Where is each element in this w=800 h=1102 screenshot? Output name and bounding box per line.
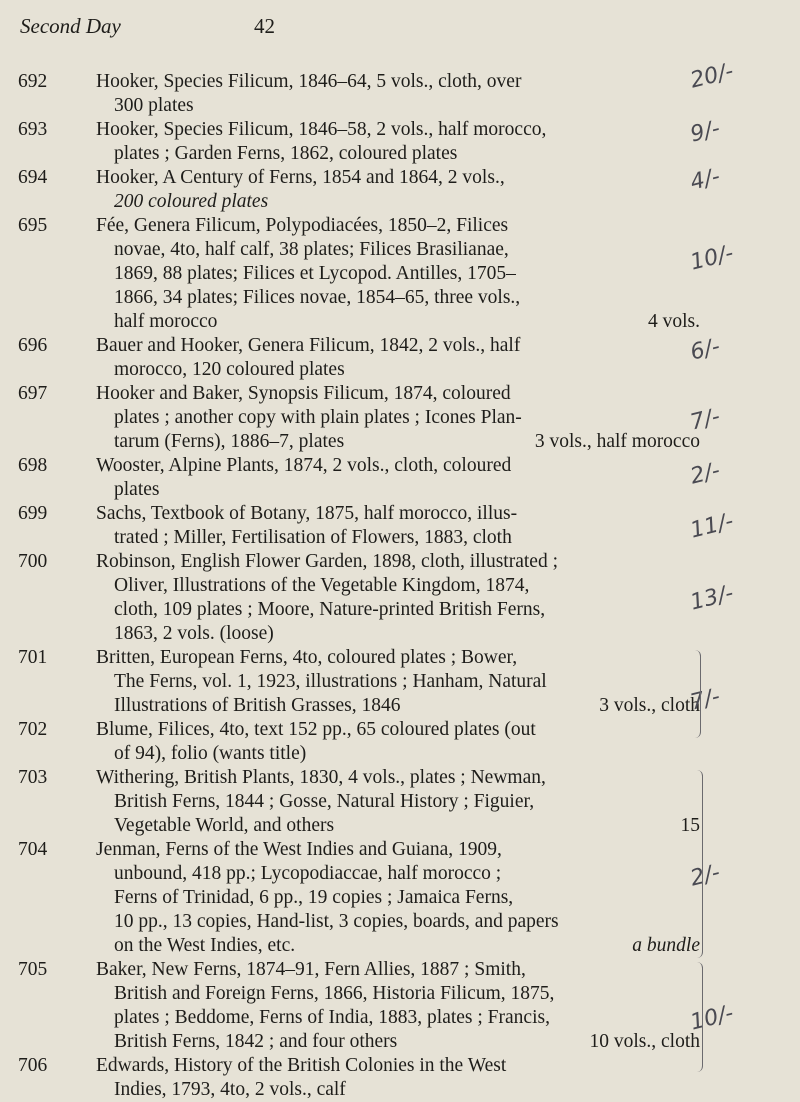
lot-entry	[96, 1054, 700, 1102]
entry-line	[96, 694, 700, 718]
entry-line	[96, 166, 700, 190]
entry-line	[96, 142, 700, 166]
entry-line	[96, 838, 700, 862]
lot-number: 703	[18, 767, 48, 788]
entry-line	[96, 934, 700, 958]
entry-line	[96, 670, 700, 694]
handwritten-price: 4/-	[687, 164, 723, 196]
entry-line	[96, 190, 700, 214]
entry-line	[96, 310, 700, 334]
entry-line	[96, 862, 700, 886]
entry-line	[96, 646, 700, 670]
entry-line	[96, 262, 700, 286]
entry-text: Sachs, Textbook of Botany, 1875, half morocco, illus-	[96, 503, 518, 524]
entry-text: Oliver, Illustrations of the Vegetable Kingdom, 1874,	[114, 575, 530, 596]
entry-text: 200 coloured plates	[114, 191, 269, 212]
entry-text: Indies, 1793, 4to, 2 vols., calf	[114, 1079, 346, 1100]
lot-number: 700	[18, 551, 48, 572]
lot-entry	[96, 646, 700, 718]
entry-quantity: 15	[680, 815, 700, 836]
lot-entry	[96, 382, 700, 454]
entry-text: trated ; Miller, Fertilisation of Flowers, 1883, cloth	[114, 527, 512, 548]
handwritten-price: 7/-	[687, 684, 723, 716]
lot-entry	[96, 766, 700, 838]
entry-text: 10 pp., 13 copies, Hand-list, 3 copies, boards, and papers	[114, 911, 559, 932]
entry-quantity: 4 vols.	[647, 311, 700, 332]
bracket-705-706	[692, 962, 703, 1072]
lot-entry	[96, 718, 700, 766]
entry-quantity: 3 vols., cloth	[599, 695, 700, 716]
entry-text: 1866, 34 plates; Filices novae, 1854–65, three vols.,	[114, 287, 521, 308]
lot-entry	[96, 166, 700, 214]
entry-text: on the West Indies, etc.	[114, 935, 296, 956]
entry-line	[96, 742, 700, 766]
entry-line	[96, 502, 700, 526]
entry-text: Hooker and Baker, Synopsis Filicum, 1874, coloured	[96, 383, 511, 404]
entry-text: Hooker, Species Filicum, 1846–58, 2 vols., half morocco,	[96, 119, 547, 140]
entry-line	[96, 1054, 700, 1078]
lot-number: 705	[18, 959, 48, 980]
entry-line	[96, 382, 700, 406]
lot-number: 692	[18, 71, 48, 92]
entry-line	[96, 574, 700, 598]
entry-text: Illustrations of British Grasses, 1846	[114, 695, 401, 716]
entry-text: Baker, New Ferns, 1874–91, Fern Allies, 1887 ; Smith,	[96, 959, 526, 980]
entry-text: unbound, 418 pp.; Lycopodiaccae, half morocco ;	[114, 863, 502, 884]
entry-text: 1869, 88 plates; Filices et Lycopod. Antilles, 1705–	[114, 263, 516, 284]
entry-text: of 94), folio (wants title)	[114, 743, 307, 764]
lot-number: 701	[18, 647, 48, 668]
handwritten-price: 2/-	[687, 860, 723, 892]
entry-line	[96, 526, 700, 550]
entry-text: half morocco	[114, 311, 218, 332]
entry-text: Bauer and Hooker, Genera Filicum, 1842, 2 vols., half	[96, 335, 521, 356]
entry-text: morocco, 120 coloured plates	[114, 359, 345, 380]
entry-line	[96, 550, 700, 574]
entry-line	[96, 958, 700, 982]
entry-line	[96, 622, 700, 646]
entry-text: tarum (Ferns), 1886–7, plates	[114, 431, 345, 452]
lot-entry	[96, 838, 700, 958]
entry-text: British and Foreign Ferns, 1866, Historia Filicum, 1875,	[114, 983, 555, 1004]
entry-line	[96, 286, 700, 310]
lot-number: 697	[18, 383, 48, 404]
handwritten-price: 13/-	[687, 580, 737, 616]
entry-text: Hooker, Species Filicum, 1846–64, 5 vols., cloth, over	[96, 71, 522, 92]
lot-entry	[96, 454, 700, 502]
lot-entry	[96, 70, 700, 118]
entry-text: British Ferns, 1842 ; and four others	[114, 1031, 398, 1052]
entry-line	[96, 886, 700, 910]
lot-number: 702	[18, 719, 48, 740]
entry-text: plates	[114, 479, 160, 500]
entry-line	[96, 70, 700, 94]
entry-text: cloth, 109 plates ; Moore, Nature-printed British Ferns,	[114, 599, 546, 620]
entry-text: 300 plates	[114, 95, 194, 116]
entry-line	[96, 718, 700, 742]
entry-line	[96, 766, 700, 790]
bracket-701-702	[690, 650, 701, 738]
entry-line	[96, 238, 700, 262]
lot-number: 695	[18, 215, 48, 236]
entry-text: Ferns of Trinidad, 6 pp., 19 copies ; Jamaica Ferns,	[114, 887, 514, 908]
handwritten-price: 6/-	[687, 334, 723, 366]
entry-text: 1863, 2 vols. (loose)	[114, 623, 274, 644]
entry-text: Vegetable World, and others	[114, 815, 335, 836]
entry-quantity: 10 vols., cloth	[589, 1031, 700, 1052]
entry-text: Withering, British Plants, 1830, 4 vols., plates ; Newman,	[96, 767, 546, 788]
handwritten-price: 10/-	[687, 1000, 737, 1036]
lot-entry	[96, 958, 700, 1054]
page-header	[20, 14, 770, 44]
entry-line	[96, 358, 700, 382]
entry-text: Robinson, English Flower Garden, 1898, cloth, illustrated ;	[96, 551, 558, 572]
entry-line	[96, 598, 700, 622]
entry-line	[96, 94, 700, 118]
entry-text: Blume, Filices, 4to, text 152 pp., 65 coloured plates (out	[96, 719, 536, 740]
handwritten-price: 10/-	[687, 240, 737, 276]
entry-text: Fée, Genera Filicum, Polypodiacées, 1850–2, Filices	[96, 215, 509, 236]
entry-text: Jenman, Ferns of the West Indies and Guiana, 1909,	[96, 839, 502, 860]
entry-line	[96, 790, 700, 814]
lot-number: 694	[18, 167, 48, 188]
handwritten-price: 20/-	[687, 58, 737, 94]
entry-text: plates ; another copy with plain plates ; Icones Plan-	[114, 407, 522, 428]
entry-line	[96, 982, 700, 1006]
entry-line	[96, 214, 700, 238]
lot-entry	[96, 502, 700, 550]
lot-number: 698	[18, 455, 48, 476]
entry-line	[96, 334, 700, 358]
lot-number: 704	[18, 839, 48, 860]
handwritten-price: 11/-	[687, 508, 737, 544]
entry-line	[96, 406, 700, 430]
entry-line	[96, 478, 700, 502]
lot-number: 696	[18, 335, 48, 356]
entry-line	[96, 1030, 700, 1054]
entry-line	[96, 430, 700, 454]
lot-entry	[96, 334, 700, 382]
lot-number: 699	[18, 503, 48, 524]
lot-number: 706	[18, 1055, 48, 1076]
entry-quantity: 3 vols., half morocco	[534, 431, 700, 452]
entry-quantity: a bundle	[632, 935, 700, 956]
handwritten-price: 7/-	[687, 404, 723, 436]
entry-line	[96, 814, 700, 838]
entry-text: novae, 4to, half calf, 38 plates; Filices Brasilianae,	[114, 239, 509, 260]
entry-text: Britten, European Ferns, 4to, coloured plates ; Bower,	[96, 647, 518, 668]
entry-line	[96, 454, 700, 478]
lot-entry	[96, 214, 700, 334]
page-number: 42	[254, 14, 275, 38]
lot-entry	[96, 550, 700, 646]
running-head: Second Day	[20, 14, 121, 38]
entry-text: Edwards, History of the British Colonies in the West	[96, 1055, 507, 1076]
entry-text: The Ferns, vol. 1, 1923, illustrations ; Hanham, Natural	[114, 671, 547, 692]
entry-text: Wooster, Alpine Plants, 1874, 2 vols., cloth, coloured	[96, 455, 512, 476]
entry-line	[96, 1078, 700, 1102]
bracket-703-704	[692, 770, 703, 958]
entry-text: Hooker, A Century of Ferns, 1854 and 1864, 2 vols.,	[96, 167, 505, 188]
lot-entry	[96, 118, 700, 166]
lot-number: 693	[18, 119, 48, 140]
entry-text: plates ; Beddome, Ferns of India, 1883, plates ; Francis,	[114, 1007, 550, 1028]
entry-text: British Ferns, 1844 ; Gosse, Natural History ; Figuier,	[114, 791, 535, 812]
entry-line	[96, 118, 700, 142]
entry-line	[96, 910, 700, 934]
entry-text: plates ; Garden Ferns, 1862, coloured plates	[114, 143, 458, 164]
handwritten-price: 2/-	[687, 458, 723, 490]
entry-line	[96, 1006, 700, 1030]
handwritten-price: 9/-	[687, 116, 723, 148]
